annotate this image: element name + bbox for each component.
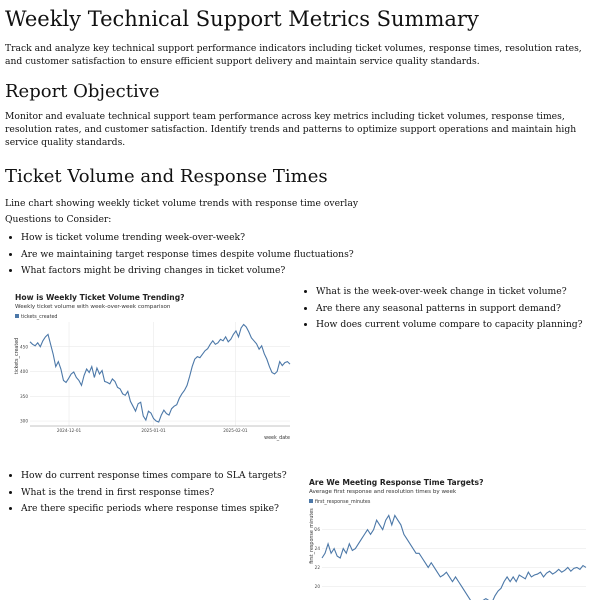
x-axis-label: week_date	[264, 436, 290, 441]
series-line-first-response-minutes	[322, 515, 586, 600]
section-heading: Ticket Volume and Response Times	[5, 166, 328, 187]
y-ticks	[315, 527, 321, 600]
ticket-volume-chart	[12, 290, 300, 442]
y-tick-label: 300	[20, 418, 28, 424]
legend-label: tickets_created	[21, 315, 58, 320]
section-questions-list	[5, 230, 593, 280]
y-tick-label: 24	[314, 546, 320, 552]
list-item: • Are we maintaining target response times despite volume fluctuations?	[21, 247, 593, 264]
y-tick-label: 26	[314, 527, 320, 533]
y-tick-label: 350	[20, 393, 28, 399]
y-axis-label: tickets_created	[15, 337, 20, 375]
legend-swatch	[309, 499, 313, 503]
x-tick-label: 2024-12-01	[56, 428, 82, 433]
page-title: Weekly Technical Support Metrics Summary	[5, 7, 479, 31]
y-tick-label: 20	[314, 583, 320, 589]
intro-paragraph: Track and analyze key technical support performance indicators including ticket volumes, response times, resolution rates, and customer satisfaction to ensure efficient support delivery and maintain service quality standards.	[5, 43, 582, 67]
x-ticks	[57, 428, 248, 433]
response-time-chart	[306, 474, 594, 600]
report-page	[5, 0, 593, 280]
objective-paragraph: Monitor and evaluate technical support team performance across key metrics including ticket volumes, response times, resolution rates, and customer satisfaction. Identify trends and patterns to optimize support operations and maintain high service quality standards.	[5, 111, 577, 148]
questions-label: Questions to Consider:	[5, 214, 112, 225]
chart-description: Line chart showing weekly ticket volume trends with response time overlay	[5, 198, 359, 209]
list-item: • How do current response times compare to SLA targets?	[21, 468, 311, 485]
legend-swatch	[15, 314, 19, 318]
response-questions-list	[5, 468, 311, 518]
volume-questions-list	[300, 284, 600, 334]
chart-title: Are We Meeting Response Time Targets?	[309, 478, 484, 487]
list-item: • How is ticket volume trending week-over-week?	[21, 230, 593, 247]
chart-subtitle: Weekly ticket volume with week-over-week comparison	[15, 304, 171, 310]
y-tick-label: 22	[314, 564, 320, 570]
chart-title: How is Weekly Ticket Volume Trending?	[15, 293, 185, 302]
y-axis-label: first_response_minutes	[310, 508, 315, 564]
list-item: • How does current volume compare to capacity planning?	[316, 317, 600, 334]
list-item: • What is the week-over-week change in ticket volume?	[316, 284, 600, 301]
y-tick-label: 400	[20, 369, 28, 375]
list-item: • Are there any seasonal patterns in support demand?	[316, 301, 600, 318]
x-tick-label: 2025-01-01	[141, 428, 166, 433]
list-item: • What is the trend in first response times?	[21, 485, 311, 502]
grid	[322, 530, 586, 600]
list-item: • What factors might be driving changes in ticket volume?	[21, 263, 593, 280]
list-item: • Are there specific periods where response times spike?	[21, 501, 311, 518]
x-tick-label: 2025-02-01	[223, 428, 248, 433]
chart-subtitle: Average first response and resolution times by week	[309, 489, 457, 495]
y-ticks	[20, 344, 28, 423]
legend-label: first_response_minutes	[315, 500, 371, 505]
objective-heading: Report Objective	[5, 81, 160, 102]
y-tick-label: 450	[20, 344, 28, 350]
